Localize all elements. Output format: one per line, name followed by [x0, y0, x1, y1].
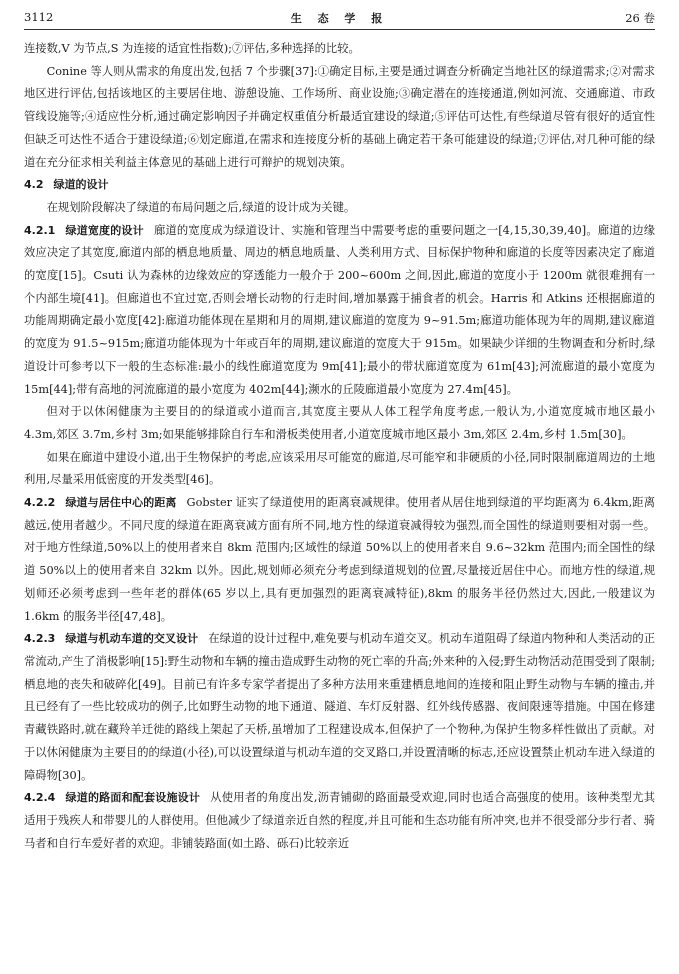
paragraph: 如果在廊道中建设小道,出于生物保护的考虑,应该采用尽可能宽的廊道,尽可能窄和非硬质的小径,同时限制廊道周边的土地利用,尽量采用低密度的开发类型[46]。 — [24, 450, 655, 487]
paragraph: 廊道的宽度成为绿道设计、实施和管理当中需要考虑的重要问题之一[4,15,30,39,40]。廊道的边缘效应决定了其宽度,廊道内部的栖息地质量、周边的栖息地质量、人类利用方式、目标保护物种和廊道的长度等因素决定了廊道的宽度[15]。Csuti 认为森林的边缘效应的穿透能力一般介于 200~600m 之间,因此,廊道的宽度小于 1200m 就很难拥有一个内部生境[41]。但廊道也不宜过宽,否则会增长动物的行走时间,增加暴露于捕食者的机会。Harris 和 Atkins 还根据廊道的功能周期确定最小宽度[42]:廊道功能体现在星期和月的周期,建议廊道的宽度为 9~91.5m;廊道功能体现为年的周期,建议廊道的宽度为 91.5~915m;廊道功能体现为十年或百年的周期,建议廊道的宽度大于 915m。如果缺少详细的生物调查和分析时,绿道设计可参考以下一般的生态标准:最小的线性廊道宽度为 9m[41];最小的带状廊道宽度为 61m[43];河流廊道的最小宽度为 15m[44];带有高地的河流廊道的最小宽度为 402m[44];濒水的丘陵廊道最小宽度为 27.4m[45]。 — [24, 223, 656, 396]
paragraph: 在规划阶段解决了绿道的布局问题之后,绿道的设计成为关键。 — [46, 200, 356, 214]
subsection-number: 4.2.3 — [24, 632, 56, 646]
journal-title: 生 态 学 报 — [290, 12, 389, 25]
section-number: 4.2 — [24, 178, 44, 192]
subsection-4-2-2 — [24, 492, 655, 628]
subsection-number: 4.2.1 — [24, 223, 56, 237]
page-number: 3112 — [24, 10, 54, 24]
paragraph: 从使用者的角度出发,沥青铺砌的路面最受欢迎,同时也适合高强度的使用。该种类型尤其适用于残疾人和带婴儿的人群使用。但他减少了绿道亲近自然的程度,并且可能和生态功能有所冲突,也并不很受部分步行者、骑马者和自行车爱好者的欢迎。非铺装路面(如土路、砾石)比较亲近 — [24, 791, 656, 850]
paragraph: Gobster 证实了绿道使用的距离衰减规律。使用者从居住地到绿道的平均距离为 6.4km,距离越远,使用者越少。不同尺度的绿道在距离衰减方面有所不同,地方性的绿道衰减得较为强烈,而全国性的绿道则要相对弱一些。对于地方性绿道,50%以上的使用者来自 8km 范围内;区域性的绿道 50%以上的使用者来自 9.6~32km 范围内;而全国性的绿道 50%以上的使用者来自 32km 以外。因此,规划师必须充分考虑到绿道规划的位置,尽量接近居住中心。而地方性的绿道,规划师还必须考虑到一些年老的群体(65 岁以上,具有更加强烈的距离衰减特征),8km 的服务半径仍然过大,因此,一般建议为 1.6km 的服务半径[47,48]。 — [24, 496, 655, 623]
subsection-number: 4.2.4 — [24, 791, 56, 805]
subsection-4-2-3 — [24, 628, 655, 787]
paragraph: 在绿道的设计过程中,难免要与机动车道交叉。机动车道阻碍了绿道内物种和人类活动的正常流动,产生了消极影响[15]:野生动物和车辆的撞击造成野生动物的死亡率的升高;外来种的入侵;野生动物活动范围受到了限制;栖息地的丧失和破碎化[49]。目前已有许多专家学者提出了多种方法用来重建栖息地间的连接和阻止野生动物与车辆的撞击,并且已经有了一些比较成功的例子,比如野生动物的地下通道、隧道、车灯反射器、红外线传感器、夜间限速等措施。中国在修建青藏铁路时,就在藏羚羊迁徙的路线上架起了天桥,虽增加了工程建设成本,但保护了一个物种,为保护生物多样性做出了贡献。对于以休闲健康为主要目的的绿道(小径),可以设置绿道与机动车道的交叉路口,并设置清晰的标志,还应设置禁止机动车进入绿道的障碍物[30]。 — [24, 632, 655, 782]
subsection-title: 绿道与机动车道的交叉设计 — [65, 632, 199, 646]
subsection-4-2-4 — [24, 787, 655, 855]
running-header — [24, 10, 655, 28]
volume-label: 26 卷 — [625, 11, 655, 25]
subsection-4-2-1 — [24, 220, 655, 402]
subsection-title: 绿道与居住中心的距离 — [65, 496, 177, 510]
paragraph: Conine 等人则从需求的角度出发,包括 7 个步骤[37]:①确定目标,主要是通过调查分析确定当地社区的绿道需求;②对需求地区进行评估,包括该地区的主要居住地、游憩设施、工作场所、商业设施;③确定潜在的连接通道,例如河流、交通廊道、市政管线设施等;④适应性分析,通过确定影响因子并确定权重值分析最适宜建设的绿道;⑤评估可达性,有些绿道尽管有很好的适宜性但缺乏可达性不适合于建设绿道;⑥划定廊道,在需求和连接度分析的基础上确定若干条可能建设的绿道;⑦评估,对几种可能的绿道在充分征求相关利益主体意见的基础上进行可辩护的规划决策。 — [24, 64, 655, 169]
subsection-title: 绿道的路面和配套设施设计 — [65, 791, 201, 805]
paragraph: 但对于以休闲健康为主要目的的绿道或小道而言,其宽度主要从人体工程学角度考虑,一般认为,小道宽度城市地区最小 4.3m,郊区 3.7m,乡村 3m;如果能够排除自行车和滑板类使用者,小道宽度城市地区最小 3m,郊区 2.4m,乡村 1.5m[30]。 — [24, 405, 655, 441]
section-heading-4-2 — [24, 174, 655, 197]
article-body — [24, 38, 655, 855]
section-title: 绿道的设计 — [53, 178, 109, 192]
subsection-number: 4.2.2 — [24, 496, 56, 510]
subsection-title: 绿道宽度的设计 — [65, 223, 144, 237]
paragraph: 连接数,V 为节点,S 为连接的适宜性指数);⑦评估,多种选择的比较。 — [24, 42, 360, 55]
header-rule — [24, 29, 655, 30]
